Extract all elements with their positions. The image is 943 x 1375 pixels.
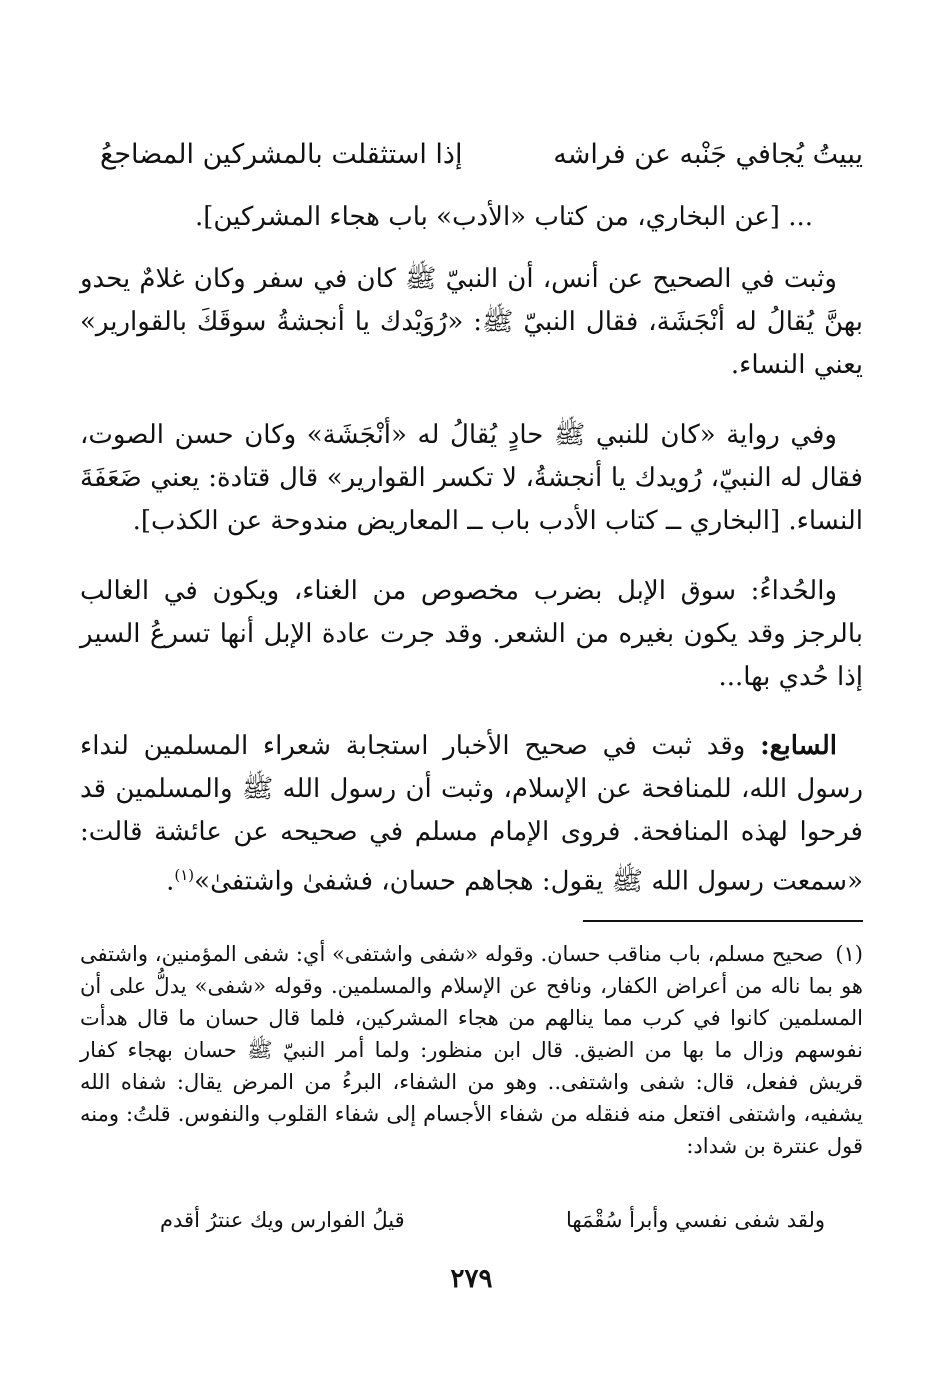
paragraph-other-narration	[80, 414, 863, 543]
seventh-lead: السابع:	[760, 731, 837, 761]
footnote	[80, 938, 863, 1162]
paragraph-seventh: السابع: وقد ثبت في صحيح الأخبار استجابة شعراء المسلمين لنداء رسول الله، للمنافحة عن الإسلام، وثبت أن رسول الله ﷺ والمسلمين قد فرحوا لهذه المنافحة. فروى الإمام مسلم في صحيحه عن عائشة قالت: «سمعت رسول الله ﷺ يقول: هجاهم حسان، فشفىٰ واشتفىٰ»$^{(١)}$.	[80, 731, 863, 897]
footnote-verse-first: ولقد شفى نفسي وأبرأ سُقْمَها	[566, 1208, 825, 1232]
source-citation: ... [عن البخاري، من كتاب «الأدب» باب هجاء المشركين].	[194, 202, 813, 232]
paragraph-text: والحُداءُ: سوق الإبل بضرب مخصوص من الغناء، ويكون في الغالب بالرجز وقد يكون بغيره من الشعر. وقد جرت عادة الإبل أنها تسرعُ السير إذا حُدي بها...	[80, 576, 863, 692]
footnote-verse	[160, 1204, 825, 1236]
verse-first-hemistich: يبيتُ يُجافي جَنْبه عن فراشه	[553, 139, 863, 170]
paragraph-text: وثبت في الصحيح عن أنس، أن النبيّ ﷺ كان في سفر وكان غلامٌ يحدو بهنَّ يُقالُ له أنْجَشَة، فقال النبيّ ﷺ: «رُوَيْدك يا أنجشةُ سوقَكَ بالقوارير» يعني النساء.	[80, 264, 863, 380]
paragraph-anas-hadith	[80, 258, 863, 387]
page-number: ٢٧٩	[450, 1264, 493, 1294]
paragraph-huda-definition	[80, 570, 863, 699]
paragraph-text: وفي رواية «كان للنبي ﷺ حادٍ يُقالُ له «أنْجَشَة» وكان حسن الصوت، فقال له النبيّ، رُويدك يا أنجشةُ، لا تكسر القوارير» قال قتادة: يعني ضَعَفَةَ النساء. [البخاري ــ كتاب الأدب باب ــ المعاريض مندوحة عن الكذب].	[80, 420, 863, 536]
footnote-separator	[583, 920, 863, 922]
footnote-verse-second: قيلُ الفوارس ويك عنترُ أقدم	[160, 1208, 405, 1232]
verse-second-hemistich: إذا استثقلت بالمشركين المضاجعُ	[100, 139, 463, 170]
seventh-text: وقد ثبت في صحيح الأخبار استجابة شعراء المسلمين لنداء رسول الله، للمنافحة عن الإسلام، وثبت أن رسول الله ﷺ والمسلمين قد فرحوا لهذه المنافحة. فروى الإمام مسلم في صحيحه عن عائشة قالت: «سمعت رسول الله ﷺ يقول: هجاهم حسان، فشفىٰ واشتفىٰ»	[80, 731, 863, 897]
footnote-reference: (١)	[174, 866, 195, 884]
footnote-text: صحيح مسلم، باب مناقب حسان. وقوله «شفى واشتفى» أي: شفى المؤمنين، واشتفى هو بما ناله من أعراض الكفار، ونافح عن الإسلام والمسلمين. وقوله «شفى» يدلُّ على أن المسلمين كانوا في كرب مما ينالهم من هجاء المشركين، فلما قال حسان ما قال هدأت نفوسهم وزال ما بها من الضيق. قال ابن منظور: ولما أمر النبيّ ﷺ حسان بهجاء كفار قريش ففعل، قال: شفى واشتفى.. وهو من الشفاء، البرءُ من المرض يقال: شفاه الله يشفيه، واشتفى افتعل منه فنقله من شفاء الأجسام إلى شفاء القلوب والنفوس. قلتُ: ومنه قول عنترة بن شداد:	[80, 942, 863, 1158]
footnote-number: (١)	[835, 942, 863, 966]
poetry-verse	[100, 130, 863, 180]
